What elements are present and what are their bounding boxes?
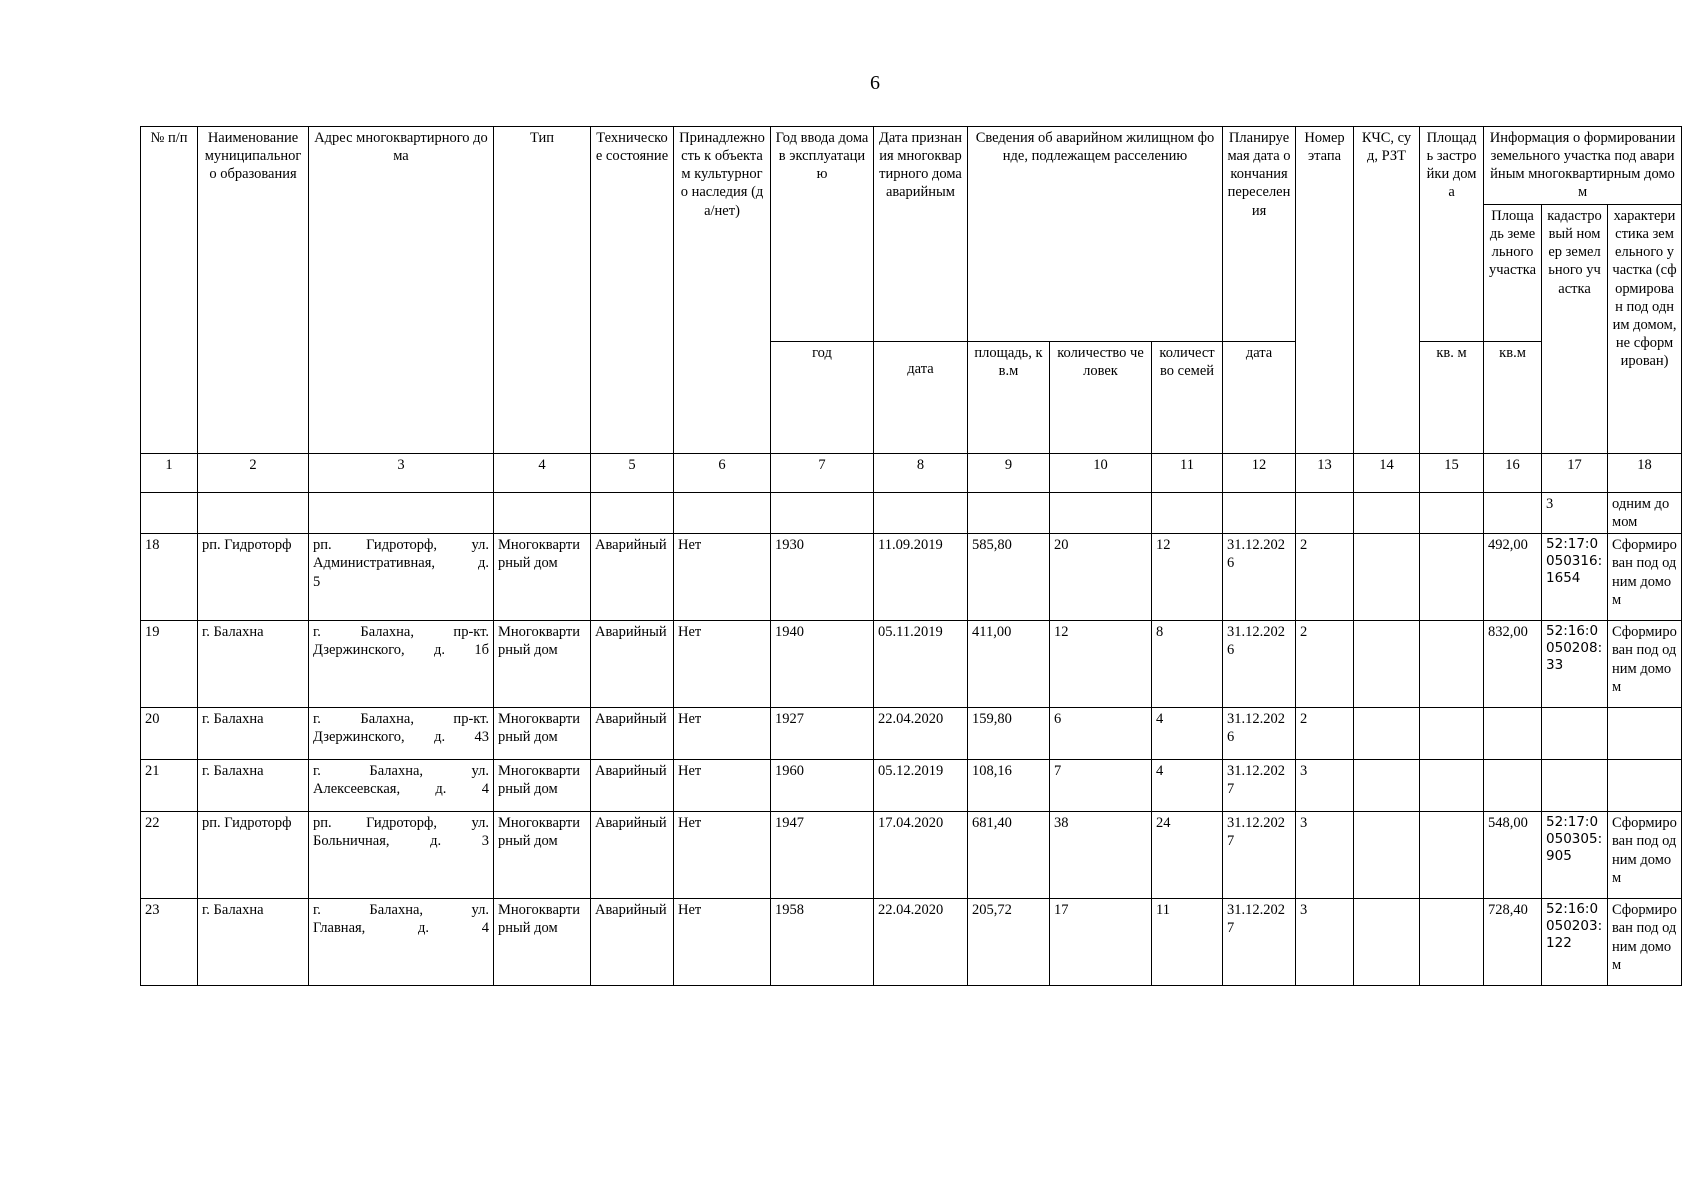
row-address: г. Балахна, пр-кт. Дзержинского, д. 43	[309, 708, 494, 760]
header-year: Год ввода дома в эксплуатацию	[771, 127, 874, 342]
row-heritage: Нет	[674, 812, 771, 899]
unit-date: дата	[874, 342, 968, 454]
header-date: Дата признания многоквартирного дома аварийным	[874, 127, 968, 342]
row-kchs	[1354, 899, 1420, 986]
table-row	[141, 899, 1682, 986]
unit-area: площадь, кв.м	[968, 342, 1050, 454]
row-index: 22	[141, 812, 198, 899]
header-tech-state: Техническое состояние	[591, 127, 674, 454]
row-plan-date: 31.12.2026	[1223, 708, 1296, 760]
row-tech-state: Аварийный	[591, 708, 674, 760]
row-type: Многоквартирный дом	[494, 899, 591, 986]
header-stage: Номер этапа	[1296, 127, 1354, 454]
row-stage: 3	[1296, 812, 1354, 899]
row-municipality: г. Балахна	[198, 708, 309, 760]
row-cadastre	[1542, 708, 1608, 760]
row-build-area	[1420, 621, 1484, 708]
row-plan-date: 31.12.2027	[1223, 812, 1296, 899]
row-land-area: 832,00	[1484, 621, 1542, 708]
row-address: рп. Гидроторф, ул. Больничная, д. 3	[309, 812, 494, 899]
row-heritage: Нет	[674, 899, 771, 986]
row-index: 20	[141, 708, 198, 760]
row-plan-date: 31.12.2027	[1223, 760, 1296, 812]
column-number-row	[141, 454, 1682, 493]
row-plan-date: 31.12.2026	[1223, 621, 1296, 708]
row-cadastre: 52:16:0050203:122	[1542, 899, 1608, 986]
row-cadastre	[1542, 760, 1608, 812]
column-number: 15	[1420, 454, 1484, 493]
header-municipality: Наименование муниципального образования	[198, 127, 309, 454]
page-number: 6	[870, 72, 880, 94]
header-land-area: Площадь земельного участка	[1484, 205, 1542, 342]
row-date: 11.09.2019	[874, 534, 968, 621]
table-row	[141, 812, 1682, 899]
row-land-area: 492,00	[1484, 534, 1542, 621]
row-kchs	[1354, 708, 1420, 760]
column-number: 7	[771, 454, 874, 493]
header-plan-date: Планируемая дата окончания переселения	[1223, 127, 1296, 342]
data-rows	[141, 534, 1682, 986]
row-address: г. Балахна, ул. Главная, д. 4	[309, 899, 494, 986]
row-land-char: Сформирован под одним домом	[1608, 812, 1682, 899]
column-number: 4	[494, 454, 591, 493]
row-year: 1958	[771, 899, 874, 986]
header-kchs: КЧС, суд, РЗТ	[1354, 127, 1420, 454]
row-tech-state: Аварийный	[591, 899, 674, 986]
row-year: 1947	[771, 812, 874, 899]
row-area: 585,80	[968, 534, 1050, 621]
row-kchs	[1354, 534, 1420, 621]
column-number: 2	[198, 454, 309, 493]
row-date: 22.04.2020	[874, 899, 968, 986]
row-year: 1960	[771, 760, 874, 812]
row-families: 11	[1152, 899, 1223, 986]
header-land-info: Информация о формировании земельного участка под аварийным многоквартирным домом	[1484, 127, 1682, 205]
row-people: 20	[1050, 534, 1152, 621]
unit-year: год	[771, 342, 874, 454]
row-families: 8	[1152, 621, 1223, 708]
column-number: 18	[1608, 454, 1682, 493]
unit-plan-date: дата	[1223, 342, 1296, 454]
column-number: 8	[874, 454, 968, 493]
row-build-area	[1420, 760, 1484, 812]
row-area: 681,40	[968, 812, 1050, 899]
row-land-area	[1484, 708, 1542, 760]
column-number: 3	[309, 454, 494, 493]
column-number: 12	[1223, 454, 1296, 493]
row-index: 23	[141, 899, 198, 986]
row-land-area	[1484, 760, 1542, 812]
row-date: 05.12.2019	[874, 760, 968, 812]
row-tech-state: Аварийный	[591, 534, 674, 621]
row-people: 6	[1050, 708, 1152, 760]
row-tech-state: Аварийный	[591, 760, 674, 812]
row-stage: 2	[1296, 708, 1354, 760]
column-number: 6	[674, 454, 771, 493]
row-tech-state: Аварийный	[591, 812, 674, 899]
row-land-area: 728,40	[1484, 899, 1542, 986]
row-plan-date: 31.12.2027	[1223, 899, 1296, 986]
row-type: Многоквартирный дом	[494, 760, 591, 812]
row-municipality: г. Балахна	[198, 621, 309, 708]
row-index: 18	[141, 534, 198, 621]
row-plan-date: 31.12.2026	[1223, 534, 1296, 621]
row-type: Многоквартирный дом	[494, 534, 591, 621]
row-heritage: Нет	[674, 760, 771, 812]
header-emergency-fund: Сведения об аварийном жилищном фонде, подлежащем расселению	[968, 127, 1223, 342]
row-families: 24	[1152, 812, 1223, 899]
row-area: 411,00	[968, 621, 1050, 708]
column-number: 17	[1542, 454, 1608, 493]
row-date: 17.04.2020	[874, 812, 968, 899]
row-address: рп. Гидроторф, ул. Административная, д. 5	[309, 534, 494, 621]
row-land-char	[1608, 708, 1682, 760]
row-build-area	[1420, 534, 1484, 621]
row-stage: 3	[1296, 899, 1354, 986]
header-row	[141, 127, 1682, 205]
unit-land-area: кв.м	[1484, 342, 1542, 454]
row-cadastre: 52:17:0050305:905	[1542, 812, 1608, 899]
row-people: 7	[1050, 760, 1152, 812]
table-row	[141, 760, 1682, 812]
emergency-housing-table	[140, 126, 1682, 986]
continuation-land-char: одним домом	[1608, 493, 1682, 534]
row-people: 38	[1050, 812, 1152, 899]
table-row	[141, 621, 1682, 708]
row-people: 12	[1050, 621, 1152, 708]
row-build-area	[1420, 812, 1484, 899]
table-row	[141, 708, 1682, 760]
row-build-area	[1420, 899, 1484, 986]
row-heritage: Нет	[674, 708, 771, 760]
header-heritage: Принадлежность к объектам культурного наследия (да/нет)	[674, 127, 771, 454]
continuation-row	[141, 493, 1682, 534]
column-number: 9	[968, 454, 1050, 493]
row-stage: 2	[1296, 534, 1354, 621]
continuation-cadastre: 3	[1542, 493, 1608, 534]
row-land-char: Сформирован под одним домом	[1608, 621, 1682, 708]
row-stage: 3	[1296, 760, 1354, 812]
row-year: 1940	[771, 621, 874, 708]
row-heritage: Нет	[674, 534, 771, 621]
row-date: 05.11.2019	[874, 621, 968, 708]
row-date: 22.04.2020	[874, 708, 968, 760]
header-address: Адрес многоквартирного дома	[309, 127, 494, 454]
row-families: 12	[1152, 534, 1223, 621]
row-people: 17	[1050, 899, 1152, 986]
column-number: 10	[1050, 454, 1152, 493]
column-number: 13	[1296, 454, 1354, 493]
row-kchs	[1354, 621, 1420, 708]
row-address: г. Балахна, пр-кт. Дзержинского, д. 1б	[309, 621, 494, 708]
row-year: 1930	[771, 534, 874, 621]
header-type: Тип	[494, 127, 591, 454]
unit-build-area: кв. м	[1420, 342, 1484, 454]
row-cadastre: 52:17:0050316:1654	[1542, 534, 1608, 621]
row-land-char: Сформирован под одним домом	[1608, 534, 1682, 621]
row-tech-state: Аварийный	[591, 621, 674, 708]
row-kchs	[1354, 760, 1420, 812]
unit-people: количество человек	[1050, 342, 1152, 454]
row-municipality: г. Балахна	[198, 899, 309, 986]
row-index: 21	[141, 760, 198, 812]
header-build-area: Площадь застройки дома	[1420, 127, 1484, 342]
row-address: г. Балахна, ул. Алексеевская, д. 4	[309, 760, 494, 812]
column-number: 5	[591, 454, 674, 493]
row-stage: 2	[1296, 621, 1354, 708]
column-number: 14	[1354, 454, 1420, 493]
row-build-area	[1420, 708, 1484, 760]
row-heritage: Нет	[674, 621, 771, 708]
row-municipality: г. Балахна	[198, 760, 309, 812]
header-land-char: характеристика земельного участка (сформирован под одним домом, не сформирован)	[1608, 205, 1682, 454]
table-row	[141, 534, 1682, 621]
header-index: № п/п	[141, 127, 198, 454]
row-families: 4	[1152, 760, 1223, 812]
header-cadastre: кадастровый номер земельного участка	[1542, 205, 1608, 454]
unit-families: количество семей	[1152, 342, 1223, 454]
row-area: 205,72	[968, 899, 1050, 986]
row-area: 159,80	[968, 708, 1050, 760]
column-number: 11	[1152, 454, 1223, 493]
row-land-area: 548,00	[1484, 812, 1542, 899]
column-number: 16	[1484, 454, 1542, 493]
column-number: 1	[141, 454, 198, 493]
row-cadastre: 52:16:0050208:33	[1542, 621, 1608, 708]
row-type: Многоквартирный дом	[494, 812, 591, 899]
row-type: Многоквартирный дом	[494, 708, 591, 760]
row-land-char	[1608, 760, 1682, 812]
row-kchs	[1354, 812, 1420, 899]
row-area: 108,16	[968, 760, 1050, 812]
row-index: 19	[141, 621, 198, 708]
row-families: 4	[1152, 708, 1223, 760]
row-municipality: рп. Гидроторф	[198, 812, 309, 899]
row-type: Многоквартирный дом	[494, 621, 591, 708]
row-year: 1927	[771, 708, 874, 760]
row-municipality: рп. Гидроторф	[198, 534, 309, 621]
row-land-char: Сформирован под одним домом	[1608, 899, 1682, 986]
